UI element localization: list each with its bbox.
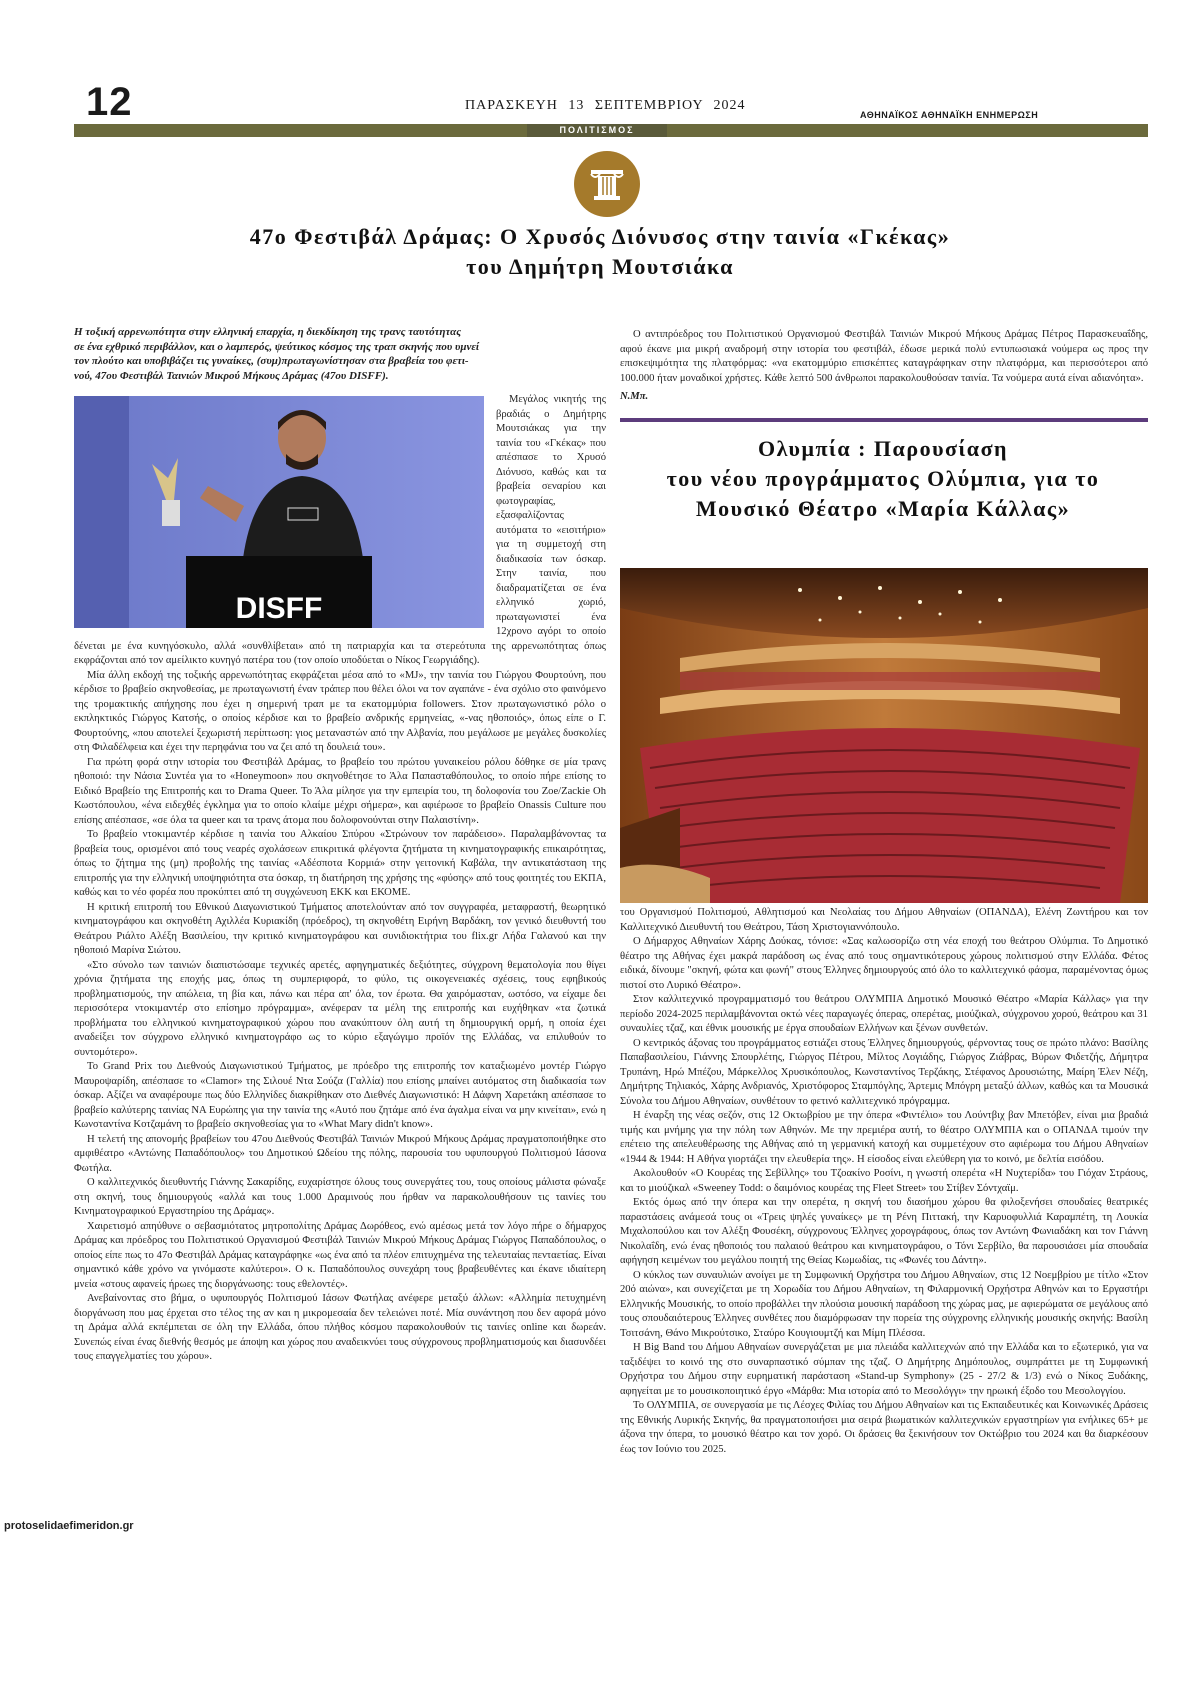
- headline-line: του νέου προγράμματος Ολύμπια, για το: [666, 466, 1100, 491]
- lead-line: σε ένα εχθρικό περιβάλλον, και ο λαμπερός, ψεύτικος κόσμος της τραπ σκηνής που υμνεί: [74, 340, 479, 353]
- article-paragraph: Ο κεντρικός άξονας του προγράμματος εστιάζει στους Έλληνες δημιουργούς, φέρνοντας τους σε πρώτο πλάνο: Βασίλης Παπαβασιλείου, Γιάννης Σπουρλέτης, Γιώργος Πέτρου, Μίλτος Λογιάδης, Γιώργος Ζιάβρας, Βύρων Φιδετζής, Δήμητρα Τρυπάνη, Ηρώ Μπέζου, Μάρκελλος Χρυσικόπουλος, Κωνσταντίνος Τερζάκης, Στέφανος Δρουσιώτης, Μαίρη Έλεν Νέζη, Δημήτρης Τηλιακός, Χάρης Ανδριανός, Χριστόφορος Σταμπόγλης, Άρτεμις Μπόγρη μεταξύ άλλων, καθώς και τα Μουσικά Σύνολα του Δήμου Αθηναίων, συνθέτουν το φετινό καλλιτεχνικό πρόγραμμα.: [620, 1037, 1148, 1107]
- article-paragraph: Ο κύκλος των συναυλιών ανοίγει με τη Συμφωνική Ορχήστρα του Δήμου Αθηναίων, στις 12 Νοεμβρίου με τίτλο «Στον 20ό αιώνα», και συνεχίζεται με τη Χορωδία του Δήμου Αθηναίων, τη Φιλαρμονική Ορχήστρα Αθηνών και το Εργαστήρι Ελληνικής Μουσικής, το οποίο προβάλλει την πλούσια μουσική παράδοση της χώρας μας, με αφιερώματα σε μεγάλους από τους σπουδαιότερους Έλληνες συνθέτες που διαμόρφωσαν την πορεία της σύγχρονης ελληνικής μουσικής σκηνής: Βασίλη Τσιτσάνη, Θάνο Μικρούτσικο, Σταύρο Κουγιουμτζή και Μίμη Πλέσσα.: [620, 1269, 1148, 1339]
- website-watermark: protoselidaefimeridon.gr: [4, 1520, 134, 1532]
- article-drama-festival-continued: [620, 328, 1148, 405]
- article-paragraph: «Στο σύνολο των ταινιών διαπιστώσαμε τεχνικές αρετές, αφηγηματικές δεξιότητες, σύγχρονη θεματολογία που θίγει χρόνια ζητήματα της εποχής μας, όπως τη συμπεριφορά, το φύλο, τις οικογενειακές σχέσεις, τους εφηβικούς προβληματισμούς, την απώλεια, τη βία και, πάνω και πέρα απ' όλα, τον έρωτα. Θα χαιρόμασταν, ωστόσο, να είχαμε δει περισσότερα ντοκιμαντέρ στο επίσημο πρόγραμμα», ανέφεραν τα μέλη της επιτροπής και ευχήθηκαν «τα ζωτικά προβλήματα του ελληνικού κινηματογραφικού χώρου που ανακύπτουν όλη αυτή τη δημιουργική ορμή, η οποία έχει αναδείξει τον σύγχρονο ελληνικό κινηματογράφο ως το κύριο εξαγώγιμο προϊόν της Ελλάδας, να επιλυθούν το συντομότερο».: [74, 959, 606, 1058]
- article-paragraph: Το Grand Prix του Διεθνούς Διαγωνιστικού Τμήματος, με πρόεδρο της επιτροπής τον καταξιωμένο μοντέρ Γιώργο Μαυροψαρίδη, απέσπασε το «Clamor» της Σιλουέ Ντα Σούζα (Γαλλία) που επίσης μπαίνει αυτόματος στη διαδικασία των όσκαρ. Αξίζει να αναφέρουμε πως δύο Ελληνίδες διακρίθηκαν στο Διεθνές Διαγωνιστικό: Η Δάφνη Χαρετάκη απέσπασε το βραβείο καλύτερης ταινίας ΝΑ Ευρώπης για την ταινία της «Αυτό που ζητάμε από ένα άγαλμα είναι να μην κινείται», ενώ η Κωνσταντίνα Κοτζαμάνη το βραβείο σκηνοθεσίας για το «What Mary didn't know».: [74, 1061, 606, 1130]
- article-paragraph: Για πρώτη φορά στην ιστορία του Φεστιβάλ Δράμας, το βραβείο του πρώτου γυναικείου ρόλου δόθηκε σε μία τρανς ηθοποιό: την Νάσια Συντέα για το «Honeymoon» που σκηνοθέτησε το Άλα Παπασταθόπουλος, το οποίο πήρε επίσης το Ειδικό Βραβείο της Επιτροπής και το Drama Queer. Το Άλα μίλησε για την εμπειρία του, τη δολοφονία του Zoe/Zackie Oh Κωστόπουλου, «ένα ειδεχθές έγκλημα για το οποίο κλαίμε μέχρι σήμερα», και αφιέρωσε το βραβείο Onassis Culture που επίσης απέσπασε, «σε όλα τα queer και τα τρανς άτομα που δολοφονούνται στην Παλαιστίνη».: [74, 756, 606, 826]
- article-paragraph: Ακολουθούν «Ο Κουρέας της Σεβίλλης» του Τζοακίνο Ροσίνι, η γνωστή οπερέτα «Η Νυχτερίδα» του Γιόχαν Στράους, και το μιούζικαλ «Sweeney Todd: ο δαιμόνιος κουρέας της Fleet Street» του Στίβεν Σόντχαϊμ.: [620, 1168, 1148, 1194]
- article-paragraph: Η τελετή της απονομής βραβείων του 47ου Διεθνούς Φεστιβάλ Ταινιών Μικρού Μήκους Δράμας πραγματοποιήθηκε στο αμφιθέατρο «Αντώνης Παπαδόπουλος» του Δημοτικού Ωδείου της πόλης, παρουσία του υφυπουργού Πολιτισμού Ιάσονα Φωτήλα.: [74, 1133, 606, 1174]
- article-paragraph: Χαιρετισμό απηύθυνε ο σεβασμιότατος μητροπολίτης Δράμας Δωρόθεος, ενώ αμέσως μετά τον λόγο πήρε ο δήμαρχος Δράμας και πρόεδρος του Πολιτιστικού Οργανισμού Φεστιβάλ Ταινιών Μικρού Μήκους Δράμας Γιώργος Παπαδόπουλος, ο οποίος είπε πως το 47ο Φεστιβάλ Δράμας καταγράφηκε «ως ένα από τα πλέον επιτυχημένα της τελευταίας πενταετίας. Είναι σημαντικό κάθε χρόνο να γινόμαστε καλύτεροι». Ο κ. Παπαδόπουλος συνεχάρη τους βραβευθέντες και έκανε ιδιαίτερη μνεία «στους αφανείς ήρωες της διοργάνωσης: τους εθελοντές».: [74, 1220, 606, 1290]
- dateline: ΠΑΡΑΣΚΕΥΗ 13 ΣΕΠΤΕΜΒΡΙΟΥ 2024: [465, 98, 746, 113]
- article-paragraph: Ο καλλιτεχνικός διευθυντής Γιάννης Σακαρίδης, ευχαρίστησε όλους τους συνεργάτες του, τους οποίους μάλιστα φώναξε στη σκηνή, τους δημιουργούς «αλλά και τους 1.000 Δραμινούς που ήρθαν να παρακολουθήσουν τις ταινίες του Κινηματογραφικού Εργαστηρίου της Δράμας».: [74, 1177, 606, 1217]
- theater-auditorium-photo: [620, 568, 1148, 903]
- article-drama-festival: [74, 325, 606, 1365]
- headline-line: 47ο Φεστιβάλ Δράμας: Ο Χρυσός Διόνυσος στην ταινία «Γκέκας»: [249, 224, 951, 249]
- lead-line: Η τοξική αρρενωπότητα στην ελληνική επαρχία, η διεκδίκηση της τρανς ταυτότητας: [74, 326, 462, 338]
- article-olympia: [620, 906, 1148, 1457]
- article-lead: [74, 325, 606, 383]
- article-paragraph: Ο αντιπρόεδρος του Πολιτιστικού Οργανισμού Φεστιβάλ Ταινιών Μικρού Μήκους Δράμας Πέτρος Παρασκευαΐδης, αφού έκανε μια μικρή αναδρομή στην ιστορία του φεστιβάλ, έδωσε μερικά πολύ εντυπωσιακά νούμερα ως προς την επισκεψιμότητα της πλατφόρμας: «να εκατομμύριο επισκέπτες καταγράφηκαν στην πλατφόρμα, και περισσότεροι από 100.000 ήταν μοναδικοί χρήστες. Κάθε λεπτό 500 άνθρωποι παρακολουθούσαν ταινία. Τα νούμερα αυτά είναι αδιανόητα».: [620, 329, 1148, 384]
- headline-drama-festival: [120, 222, 1080, 282]
- podium-sign: DISFF: [235, 592, 323, 625]
- headline-olympia: [618, 434, 1148, 524]
- section-label: ΠΟΛΙΤΙΣΜΟΣ: [527, 124, 667, 137]
- article-paragraph: Το βραβείο ντοκιμαντέρ κέρδισε η ταινία του Αλκαίου Σπύρου «Στρώνουν τον παράδεισο». Παραλαμβάνοντας τα βραβεία τους, ορισμένοι από τους νεαρές σχολάσεων επικριτικά φλέγοντα ζητήματα τη κινηματογραφικής επικαιρότητας, όπως το ζήτημα της (μη) προβολής της ταινίας «Αδέσποτα Κορμιά» στην γειτονική Καβάλα, την αντικατάσταση της επιτροπής για την ελληνική υποψηφιότητα στα όσκαρ, τη διατήρηση της χρήσης της «φύσης» από τους φοιτητές του ΕΚΠΑ, καθώς και το νέο φορέα που προκύπτει από τη συγχώνευση ΕΚΚ και ΕΚΟΜΕ.: [74, 829, 606, 898]
- greek-column-icon: [574, 151, 640, 217]
- article-paragraph: Το ΟΛΥΜΠΙΑ, σε συνεργασία με τις Λέσχες Φιλίας του Δήμου Αθηναίων και τις Εκπαιδευτικές και Κοινωνικές Δράσεις της Εθνικής Λυρικής Σκηνής, θα πραγματοποιήσει μια σειρά βιωματικών καλλιτεχνικών εργαστηρίων για ενήλικες 65+ με άξονα την όπερα, το μουσικό θέατρο και τον χορό. Οι δράσεις θα ξεκινήσουν τον Οκτώβριο του 2024 και θα διαρκέσουν έως τον Ιούνιο του 2025.: [620, 1400, 1148, 1455]
- headline-line: του Δημήτρη Μουτσιάκα: [466, 254, 734, 279]
- newspaper-masthead: ΑΘΗΝΑΪΚΟΣ ΑΘΗΝΑΪΚΗ ΕΝΗΜΕΡΩΣΗ: [860, 110, 1039, 120]
- article-paragraph: Η κριτική επιτροπή του Εθνικού Διαγωνιστικού Τμήματος αποτελούνταν από τον συγγραφέα, μεταφραστή, θεωρητικό κινηματογράφου και σκηνοθέτη Αχιλλέα Κυριακίδη (πρόεδρος), τη σκηνοθέτη Ειρήνη Βαρδάκη, τον γενικό διευθυντή του Θεάτρου Ριάλτο Αλέξη Βασιλείου, την κριτικό κινηματογράφου και συνιδιοκτήτρια του flix.gr Λήδα Γαλανού και την ηθοποιό Μαρίνα Σιώτου.: [74, 901, 606, 956]
- headline-line: Μουσικό Θέατρο «Μαρία Κάλλας»: [695, 496, 1071, 521]
- author-initials: Ν.Μπ.: [620, 391, 649, 402]
- lead-line: τον πλούτο και υποβιβάζει τις γυναίκες, (συμ)πρωταγωνίστησαν στα βραβεία του φετι-: [74, 355, 469, 367]
- lead-line: νού, 47ου Φεστιβάλ Ταινιών Μικρού Μήκους Δράμας (47ου DISFF).: [74, 369, 389, 382]
- article-paragraph: Ανεβαίνοντας στο βήμα, ο υφυπουργός Πολιτισμού Ιάσων Φωτήλας ανέφερε μεταξύ άλλων: «Αλλημία πετυχημένη διοργάνωση που μας έρχεται στο τέλος της αν και η μικρομεσαία δεν τελειώνει ποτέ. Μία συνάντηση που δεν αφορά μόνο τη Δράμα αλλά εκπέμπεται σε όλη την Ελλάδα, όπου πλήθος κόσμου παρακολουθούν τις ταινίες online και δωρεάν. Συνεπώς είναι ένας διεθνής θεσμός με άποψη και χώρος που αναδεικνύει τους σύγχρονους προβληματισμούς και διασυνδέει τους επαγγελματίες του χώρου».: [74, 1293, 606, 1362]
- article-divider: [620, 418, 1148, 422]
- article-paragraph: Η έναρξη της νέας σεζόν, στις 12 Οκτωβρίου με την όπερα «Φιντέλιο» του Λούντβιχ βαν Μπετόβεν, είναι μια βραδιά τιμής και μνήμης για την πόλη των Αθηνών. Με την πρεμιέρα αυτή, το θέατρο ΟΛΥΜΠΙΑ και ο ΟΠΑΝΔΑ τιμούν την επέτειο της απελευθέρωσης της Αθήνας από τη γερμανική κατοχή και συμμετέχουν στο αφιέρωμα του Δήμου Αθηναίων «1944 & 1944: Η Αθήνα γιορτάζει την ελευθερία της». Η είσοδος είναι ελεύθερη για το κοινό, με δελτία εισόδου.: [620, 1110, 1148, 1165]
- award-winner-photo: [74, 396, 484, 628]
- page-number: 12: [86, 80, 133, 124]
- article-paragraph: του Οργανισμού Πολιτισμού, Αθλητισμού και Νεολαίας του Δήμου Αθηναίων (ΟΠΑΝΔΑ), Ελένη Ζωντήρου και τον Καλλιτεχνικό Διευθυντή του Θεάτρου, Τάση Χριστογιαννόπουλο.: [620, 907, 1148, 933]
- article-paragraph: Εκτός όμως από την όπερα και την οπερέτα, η σκηνή του διασήμου χώρου θα φιλοξενήσει σπουδαίες θεατρικές παραστάσεις ανάμεσά τους οι «Τρεις ψηλές γυναίκες» με τη Ρένη Πιττακή, την Καρυοφυλλιά Καραμπέτη, τη Λουκία Μιχαλοπούλου και τον Αλέξη Φουσέκη, σύγχρονους Έλληνες χορογράφους, όπως τον Αντώνη Φωνιαδάκη και τον Γιάννη Νικολαΐδη, ενώ ένας ηθοποιός του παλαιού θεάτρου και κινηματογράφου, ο Τόνι Σερβίλο, θα παρουσιάσει μία σπουδαία αφήγηση κειμένων του μεγάλου ποιητή της Θείας Κωμωδίας, τις «Φωνές του Δάντη».: [620, 1197, 1148, 1266]
- article-paragraph: Μία άλλη εκδοχή της τοξικής αρρενωπότητας εκφράζεται μέσα από το «MJ», την ταινία του Γιώργου Φουρτούνη, που κέρδισε το βραβείο σκηνοθεσίας, με πρωταγωνιστή έναν τράπερ που θέλει όλοι να τον αγαπάνε - ένα σχόλιο στο φαινόμενο της τρομακτικής απήχησης που έχει η σημερινή τραπ με τα εκατομμύρια followers. Στον πρωταγωνιστικό ρόλο ο εκπληκτικός Γιώργος Κατσής, ο οποίος κέρδισε και το βραβείο ανδρικής ερμηνείας, «-νας ηθοποιός», όπως είπε ο Γ. Φουρτούνης, «που αποτελεί ξεχωριστή περίπτωση: γιος μεταναστών από την Αλβανία, που μεγάλωσε με μεγάλες δυσκολίες στη Φιλαδέλφεια και έχει την περηφάνια του να ζει από τη δουλειά του».: [74, 669, 606, 753]
- article-paragraph: Στον καλλιτεχνικό προγραμματισμό του θεάτρου ΟΛΥΜΠΙΑ Δημοτικό Μουσικό Θέατρο «Μαρία Κάλλας» για την περίοδο 2024-2025 περιλαμβάνονται οκτώ νέες παραγωγές όπερας, οπερέτας, μιούζικαλ, σύγχρονου χορού, θεάτρου και 31 συναυλίες τζαζ, και έθνικ μουσικής με έργα σπουδαίων Ελλήνων και ξένων συνθετών.: [620, 994, 1148, 1034]
- article-paragraph: Μεγάλος νικητής της βραδιάς ο Δημήτρης Μουτσιάκας για την ταινία του «Γκέκας» που απέσπασε το Χρυσό Διόνυσο, καθώς και τα βραβεία σεναρίου και φωτογραφίας, εξασφαλίζοντας αυτόματα το «εισιτήριο» για τη συμμετοχή στη διαδικασία των όσκαρ. Στην ταινία, που διαδραματίζεται σε ένα ελληνικό χωριό, πρωταγωνιστεί ένα 12χρονο αγόρι το οποίο δένεται με ένα κυνηγόσκυλο, αλλά «συνθλίβεται» από τη πατριαρχία και τα στερεότυπα της αρρενωπότητας όπως εκφράζονται από τον αμείλικτο κυνηγό πατέρα του (τον οποίο υποδύεται ο Νίκος Γεωργιάδης).: [74, 394, 606, 666]
- article-paragraph: Η Big Band του Δήμου Αθηναίων συνεργάζεται με μια πλειάδα καλλιτεχνών από την Ελλάδα και το εξωτερικό, για να ταξιδέψει το κοινό της στο συναρπαστικό σύμπαν της τζαζ. Ο Δημήτρης Δημόπουλος, συμπράττει με τη Συμφωνική Ορχήστρα του Δήμου στην ευρηματική παράσταση «Stand-up Symphony» (25 - 27/2 & 1/3) ενώ ο Νίκος Ξυδάκης, αφηγείται με το μουσικοποιητικό έργο «Μάρθα: Μια ιστορία από το Μεσολόγγι» την ηρωική έξοδο του Μεσολογγίου.: [620, 1342, 1148, 1397]
- article-paragraph: Ο Δήμαρχος Αθηναίων Χάρης Δούκας, τόνισε: «Σας καλωσορίζω στη νέα εποχή του θεάτρου Ολύμπια. Το Δημοτικό θέατρο της Αθήνας έχει μακρά παράδοση ως ένας από τους σημαντικότερους χώρους πολιτισμού στην Ελλάδα. Φέτος ειδικά, δίνουμε "σκηνή, φώτα και φωνή" στους Έλληνες δημιουργούς από όλο το καλλιτεχνικό φάσμα, παραμένοντας όμως πιστοί στο Λυρικό Θέατρο».: [620, 936, 1148, 991]
- headline-line: Ολυμπία : Παρουσίαση: [757, 436, 1009, 461]
